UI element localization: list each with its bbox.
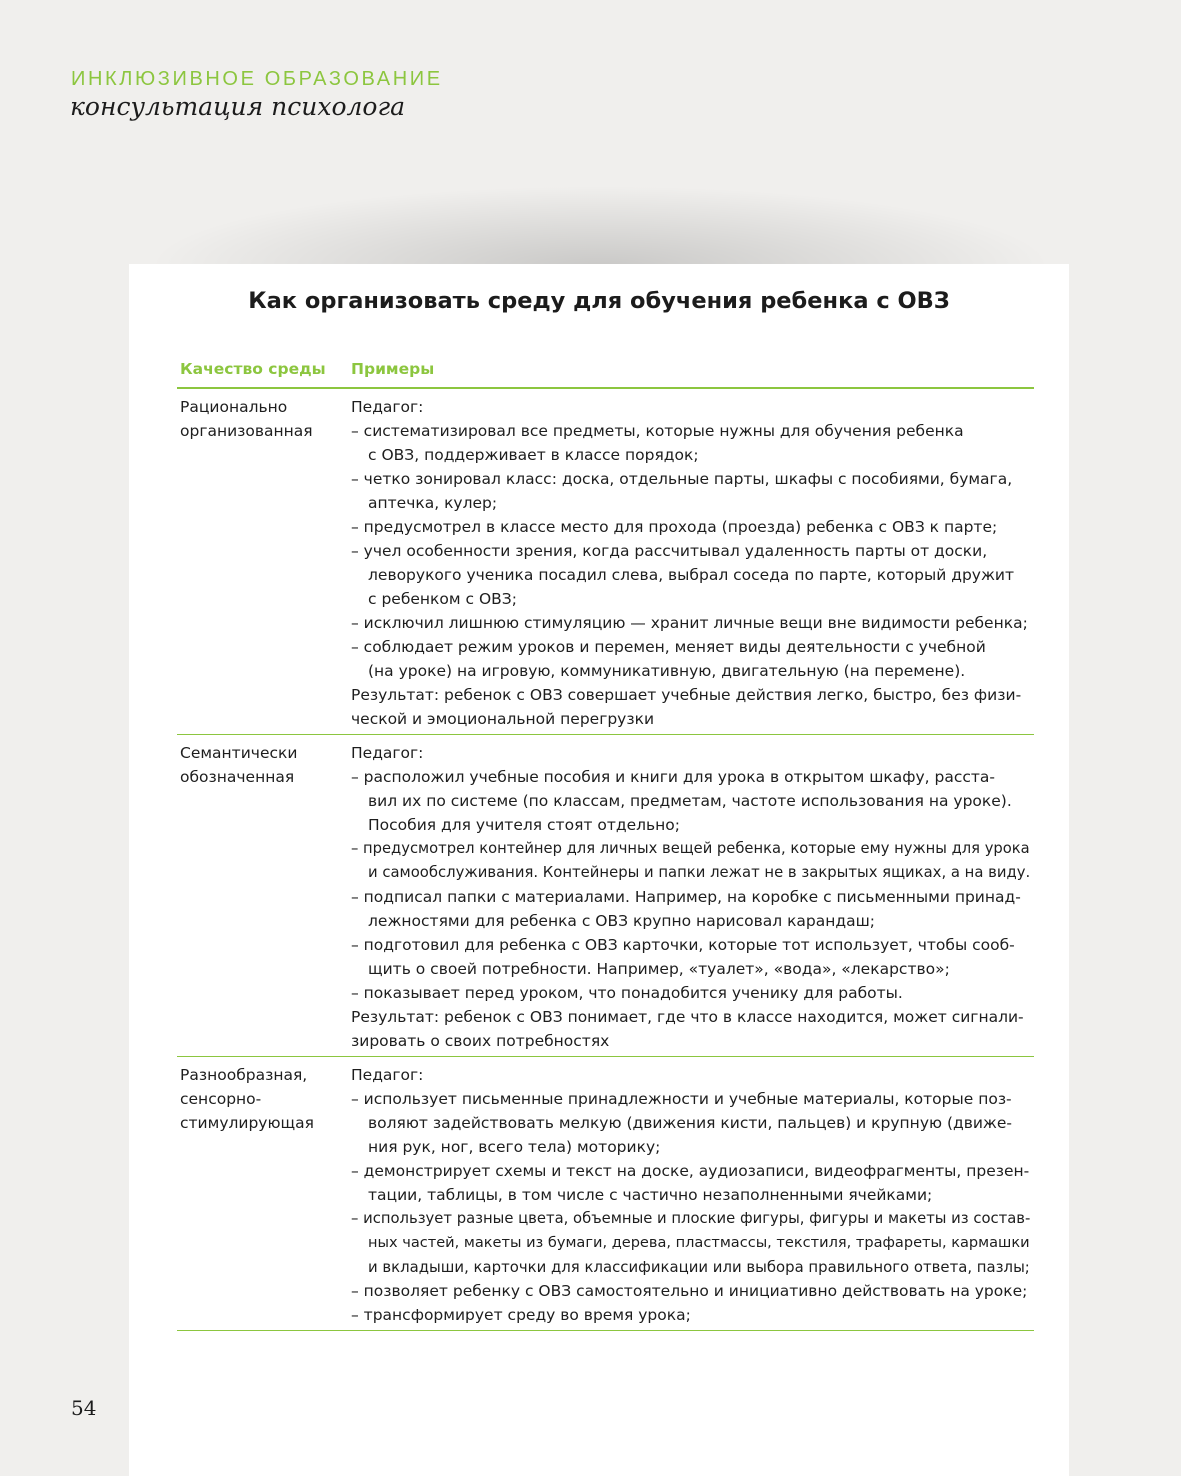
quality-line: Разнообразная,	[180, 1066, 308, 1084]
result-line: Результат: ребенок с ОВЗ совершает учебные действия легко, быстро, без физи-	[351, 686, 1022, 704]
example-line: (на уроке) на игровую, коммуникативную, двигательную (на перемене).	[368, 662, 966, 680]
example-line: тации, таблицы, в том числе с частично незаполненными ячейками;	[368, 1186, 933, 1204]
table-row	[177, 389, 1034, 735]
examples-cell	[351, 735, 1034, 1056]
example-line: вил их по системе (по классам, предметам, частоте использования на уроке).	[368, 792, 1012, 810]
example-line: – подготовил для ребенка с ОВЗ карточки, которые тот использует, чтобы сооб-	[351, 936, 1015, 954]
section-subtitle: консультация психолога	[70, 92, 405, 121]
content-card	[129, 264, 1069, 1476]
quality-cell	[180, 1063, 340, 1135]
example-line: воляют задействовать мелкую (движения кисти, пальцев) и крупную (движе-	[368, 1114, 1013, 1132]
quality-line: стимулирующая	[180, 1114, 314, 1132]
example-line: – использует разные цвета, объемные и плоские фигуры, фигуры и макеты из состав-	[351, 1210, 1031, 1227]
example-line: ния рук, ног, всего тела) моторику;	[368, 1138, 661, 1156]
example-line: – соблюдает режим уроков и перемен, меняет виды деятельности с учебной	[351, 638, 986, 656]
example-line: и вкладыши, карточки для классификации или выбора правильного ответа, пазлы;	[368, 1258, 1030, 1276]
result-line: ческой и эмоциональной перегрузки	[351, 710, 655, 728]
example-line: – систематизировал все предметы, которые нужны для обучения ребенка	[351, 422, 964, 440]
example-line: – учел особенности зрения, когда рассчитывал удаленность парты от доски,	[351, 542, 988, 560]
column-header-examples: Примеры	[351, 360, 435, 378]
example-line: с ребенком с ОВЗ;	[368, 590, 517, 608]
example-line: – показывает перед уроком, что понадобится ученику для работы.	[351, 984, 903, 1002]
examples-cell	[351, 1057, 1034, 1330]
result-line: зировать о своих потребностях	[351, 1032, 610, 1050]
table-row	[177, 735, 1034, 1057]
example-line: аптечка, кулер;	[368, 494, 498, 512]
column-header-quality: Качество среды	[180, 360, 326, 378]
example-line: – использует письменные принадлежности и учебные материалы, которые поз-	[351, 1090, 1012, 1108]
quality-line: организованная	[180, 422, 313, 440]
quality-line: сенсорно-	[180, 1090, 262, 1108]
example-line: – демонстрирует схемы и текст на доске, аудиозаписи, видеофрагменты, презен-	[351, 1162, 1030, 1180]
example-line: щить о своей потребности. Например, «туалет», «вода», «лекарство»;	[368, 960, 950, 978]
quality-cell	[180, 741, 340, 789]
example-line: – расположил учебные пособия и книги для урока в открытом шкафу, расста-	[351, 768, 996, 786]
example-line: леворукого ученика посадил слева, выбрал соседа по парте, который дружит	[368, 566, 1015, 584]
table-row	[177, 1057, 1034, 1331]
example-line: с ОВЗ, поддерживает в классе порядок;	[368, 446, 699, 464]
example-line: – четко зонировал класс: доска, отдельные парты, шкафы с пособиями, бумага,	[351, 470, 1013, 488]
quality-cell	[180, 395, 340, 443]
quality-line: Рационально	[180, 398, 288, 416]
result-line: Результат: ребенок с ОВЗ понимает, где что в классе находится, может сигнали-	[351, 1008, 1024, 1026]
quality-line: обозначенная	[180, 768, 295, 786]
example-line: и самообслуживания. Контейнеры и папки лежат не в закрытых ящиках, а на виду.	[368, 864, 1031, 881]
example-line: ных частей, макеты из бумаги, дерева, пластмассы, текстиля, трафареты, кармашки	[368, 1234, 1030, 1251]
card-shadow	[150, 186, 1050, 266]
example-line: – предусмотрел контейнер для личных вещей ребенка, которые ему нужны для урока	[351, 840, 1030, 857]
quality-line: Семантически	[180, 744, 298, 762]
example-line: Педагог:	[351, 398, 424, 416]
example-line: лежностями для ребенка с ОВЗ крупно нарисовал карандаш;	[368, 912, 876, 930]
example-line: Педагог:	[351, 744, 424, 762]
examples-cell	[351, 389, 1034, 734]
example-line: – трансформирует среду во время урока;	[351, 1306, 691, 1324]
table-header	[177, 356, 1034, 389]
example-line: – подписал папки с материалами. Например, на коробке с письменными принад-	[351, 888, 1021, 906]
example-line: Пособия для учителя стоят отдельно;	[368, 816, 680, 834]
environment-table	[177, 356, 1034, 1331]
example-line: – исключил лишнюю стимуляцию — хранит личные вещи вне видимости ребенка;	[351, 614, 1028, 632]
card-title: Как организовать среду для обучения ребенка с ОВЗ	[248, 288, 950, 314]
example-line: – позволяет ребенку с ОВЗ самостоятельно и инициативно действовать на уроке;	[351, 1282, 1028, 1300]
section-label: ИНКЛЮЗИВНОЕ ОБРАЗОВАНИЕ	[71, 68, 443, 90]
page-number: 54	[71, 1396, 97, 1420]
example-line: Педагог:	[351, 1066, 424, 1084]
example-line: – предусмотрел в классе место для прохода (проезда) ребенка с ОВЗ к парте;	[351, 518, 998, 536]
